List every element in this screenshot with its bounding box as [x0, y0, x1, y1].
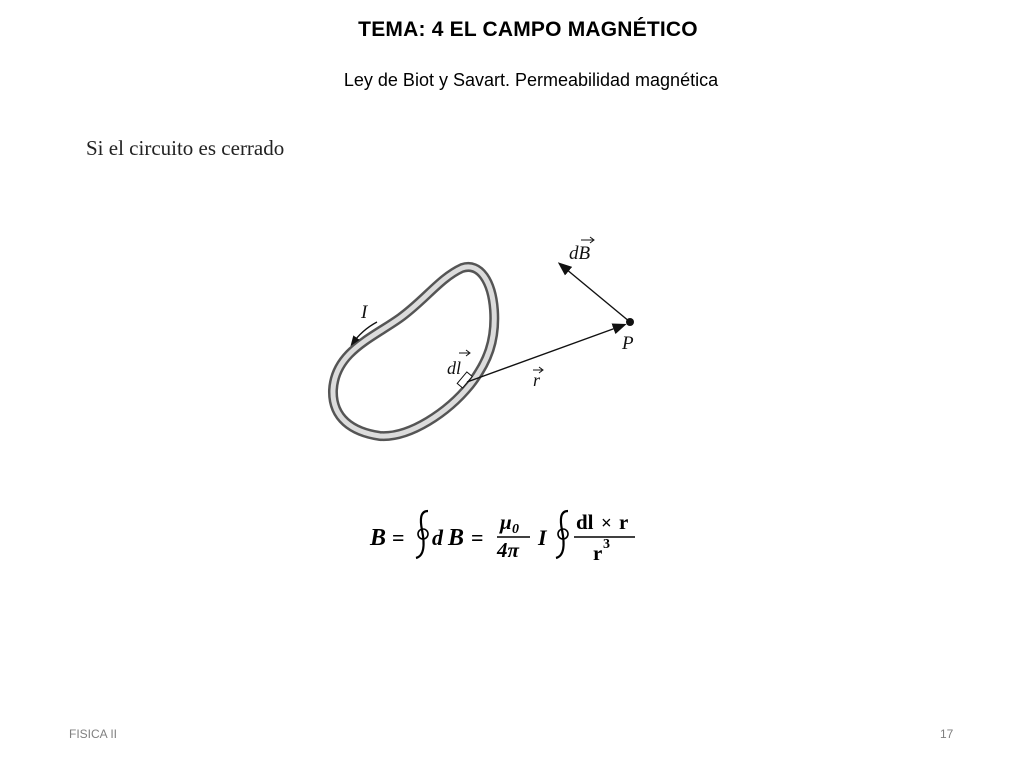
slide-title: TEMA: 4 EL CAMPO MAGNÉTICO [358, 18, 698, 41]
formula-current-I: I [538, 525, 547, 550]
formula-4pi: 4π [497, 538, 519, 562]
formula-numerator-r: r [619, 510, 629, 534]
formula-dB-B: B [448, 525, 465, 551]
dl-label-text: dl [447, 358, 462, 378]
formula-equals-2: = [471, 525, 484, 550]
formula-d: d [432, 525, 443, 550]
formula-numerator-dl: dl [576, 510, 594, 534]
closed-integral-symbol-1 [416, 511, 428, 558]
formula-mu-subscript: 0 [512, 522, 519, 537]
formula-denominator-r: r [593, 541, 603, 565]
current-label: I [361, 302, 368, 323]
slide-subtitle: Ley de Biot y Savart. Permeabilidad magnética [343, 70, 719, 90]
fraction-mu0-over-4pi [496, 510, 530, 562]
formula-times: × [601, 513, 612, 534]
r-label-text: r [533, 370, 541, 390]
footer-course: FISICA II [69, 727, 118, 741]
page-number: 17 [940, 727, 954, 741]
intro-text: Si el circuito es cerrado [86, 136, 285, 160]
closed-integral-symbol-2 [556, 511, 568, 558]
formula-denominator-exponent: 3 [603, 537, 610, 552]
fraction-dl-cross-r-over-r3 [574, 510, 635, 565]
dB-label-text: dB [569, 243, 591, 264]
formula-mu: μ [500, 510, 512, 534]
point-label: P [622, 333, 634, 354]
formula-lhs-B: B [370, 525, 387, 551]
formula-equals-1: = [392, 525, 405, 550]
